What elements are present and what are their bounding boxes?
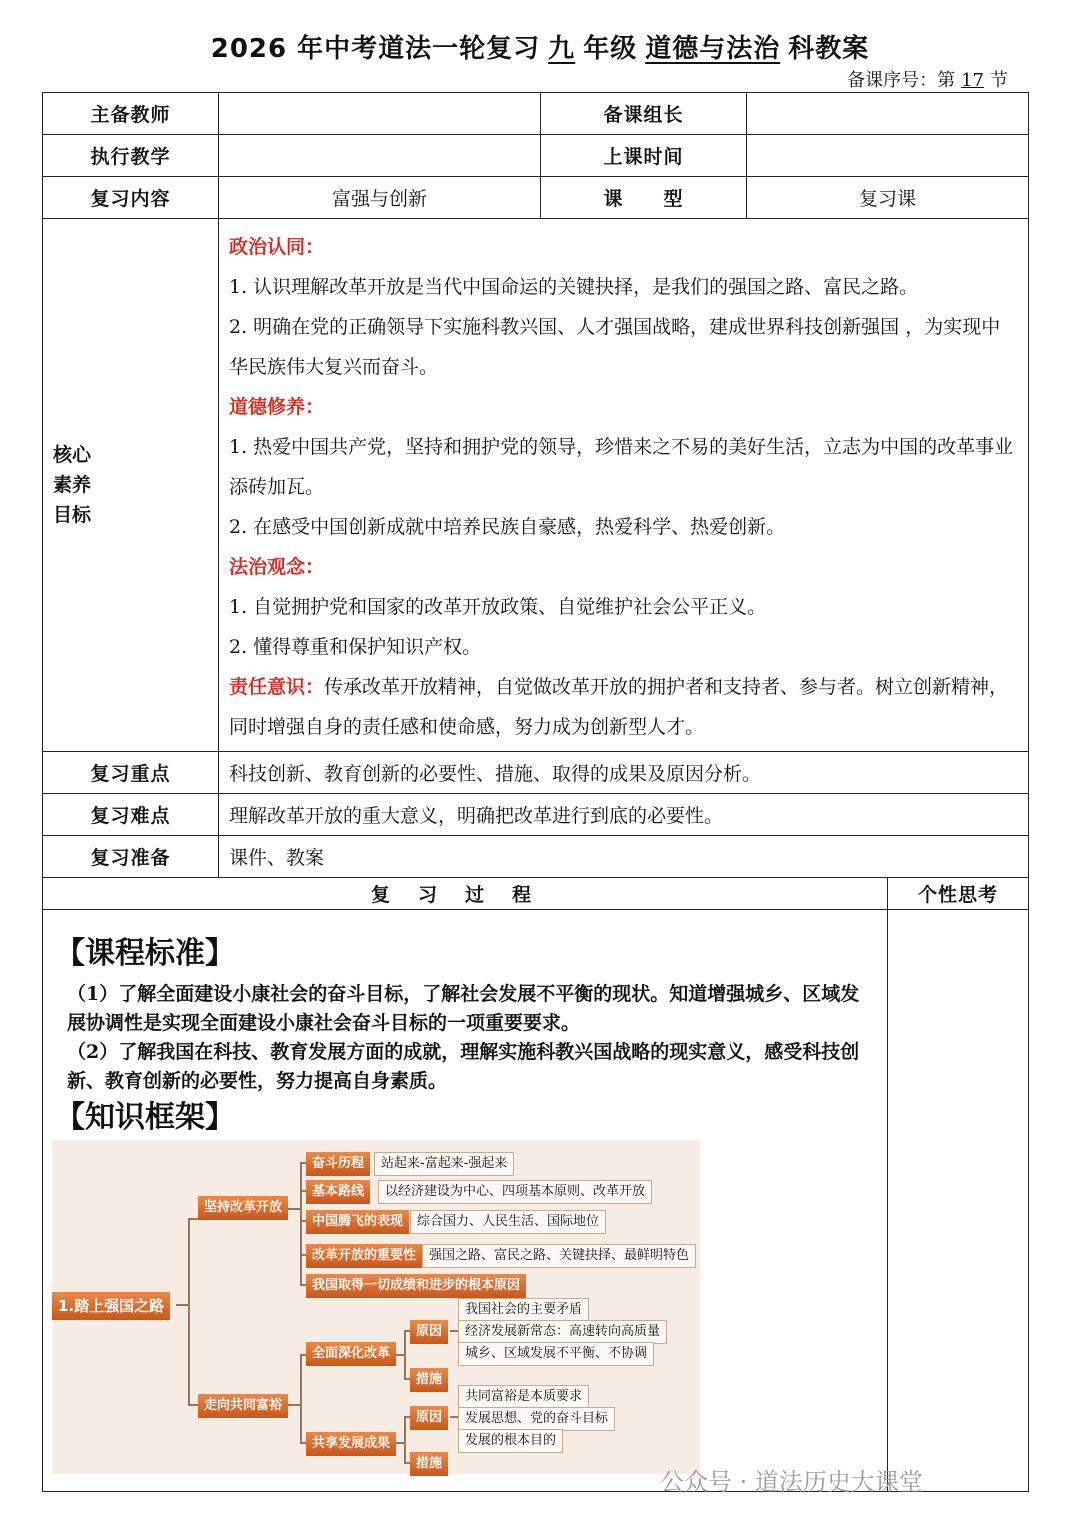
group-leader-field [747, 93, 1029, 135]
goal-text: 2. 明确在党的正确领导下实施科教兴国、人才强国战略，建成世界科技创新强国 ，为实现中华民族伟大复兴而奋斗。 [229, 316, 1001, 378]
mindmap-branch: 走向共同富裕 [198, 1394, 288, 1418]
goal-text: 2. 在感受中国创新成就中培养民族自豪感，热爱科学、热爱创新。 [229, 516, 786, 538]
mindmap-node: 原因 [410, 1320, 448, 1344]
core-literacy-label: 核心 素养 目标 [43, 219, 219, 752]
goal-text: 责任意识：传承改革开放精神，自觉做改革开放的拥护者和支持者、参与者。树立创新精神，同时增强自身的责任感和使命感，努力成为创新型人才。 [229, 676, 1009, 738]
lesson-type-value: 复习课 [747, 177, 1029, 219]
exec-teacher-field [219, 135, 541, 177]
responsibility-heading: 责任意识： [229, 676, 325, 698]
mindmap-node: 措施 [410, 1368, 448, 1392]
difficulties-value: 理解改革开放的重大意义，明确把改革进行到底的必要性。 [219, 794, 1029, 836]
key-points-label: 复习重点 [43, 752, 219, 794]
review-content-label: 复习内容 [43, 177, 219, 219]
mindmap-leaf: 发展思想、党的奋斗目标 [458, 1407, 615, 1431]
review-content-value: 富强与创新 [219, 177, 541, 219]
exec-teacher-label: 执行教学 [43, 135, 219, 177]
subject-value: 道德与法治 [645, 34, 781, 64]
mindmap-node: 奋斗历程 [306, 1152, 370, 1176]
class-time-label: 上课时间 [541, 135, 747, 177]
lead-teacher-label: 主备教师 [43, 93, 219, 135]
mindmap-node: 中国腾飞的表现 [306, 1210, 409, 1234]
goal-text: 1. 认识理解改革开放是当代中国命运的关键抉择，是我们的强国之路、富民之路。 [229, 276, 919, 298]
personal-thoughts-body [888, 910, 1029, 1492]
course-standards-title: 【课程标准】 [55, 936, 235, 971]
mindmap-node: 措施 [410, 1452, 448, 1476]
personal-thoughts-header: 个性思考 [888, 878, 1029, 910]
mindmap-leaf: 强国之路、富民之路、关键抉择、最鲜明特色 [422, 1244, 696, 1268]
mindmap-leaf: 我国社会的主要矛盾 [458, 1298, 589, 1322]
goal-text: 2. 懂得尊重和保护知识产权。 [229, 636, 482, 658]
mindmap-leaf: 站起来-富起来-强起来 [374, 1152, 514, 1176]
mindmap-node: 改革开放的重要性 [306, 1244, 422, 1268]
knowledge-framework-mindmap [52, 1140, 700, 1474]
knowledge-framework-title: 【知识框架】 [55, 1100, 235, 1135]
mindmap-root: 1.踏上强国之路 [52, 1292, 170, 1320]
goal-text: 1. 自觉拥护党和国家的改革开放政策、自觉维护社会公平正义。 [229, 596, 767, 618]
goal-text: 1. 热爱中国共产党，坚持和拥护党的领导，珍惜来之不易的美好生活，立志为中国的改革事业添砖加瓦。 [229, 436, 1014, 498]
rule-of-law-heading: 法治观念： [229, 556, 325, 578]
standard-item: （2）了解我国在科技、教育发展方面的成就，理解实施科教兴国战略的现实意义，感受科技创新、教育创新的必要性，努力提高自身素质。 [67, 1041, 860, 1092]
lesson-sequence: 备课序号：第 17 节 [847, 70, 1008, 91]
mindmap-leaf: 发展的根本目的 [458, 1429, 563, 1453]
grade-value: 九 [548, 34, 576, 64]
group-leader-label: 备课组长 [541, 93, 747, 135]
document-title: 2026 年中考道法一轮复习 九 年级 道德与法治 科教案 [210, 34, 870, 64]
preparation-value: 课件、教案 [219, 836, 1029, 878]
watermark: 公众号 · 道法历史大课堂 [660, 1468, 923, 1496]
mindmap-node: 我国取得一切成绩和进步的根本原因 [306, 1274, 526, 1298]
core-literacy-goals [219, 219, 1029, 752]
class-time-field [747, 135, 1029, 177]
mindmap-leaf: 城乡、区域发展不平衡、不协调 [458, 1342, 654, 1366]
standard-item: （1）了解全面建设小康社会的奋斗目标，了解社会发展不平衡的现状。知道增强城乡、区域发展协调性是实现全面建设小康社会奋斗目标的一项重要要求。 [67, 983, 860, 1034]
mindmap-leaf: 以经济建设为中心、四项基本原则、改革开放 [378, 1180, 652, 1204]
review-process-header: 复习过程 [43, 878, 888, 910]
preparation-label: 复习准备 [43, 836, 219, 878]
mindmap-node: 全面深化改革 [306, 1342, 396, 1366]
political-identity-heading: 政治认同： [229, 236, 325, 258]
lead-teacher-field [219, 93, 541, 135]
difficulties-label: 复习难点 [43, 794, 219, 836]
lesson-type-label: 课 型 [541, 177, 747, 219]
mindmap-node: 共享发展成果 [306, 1432, 396, 1456]
mindmap-node: 原因 [410, 1406, 448, 1430]
moral-heading: 道德修养： [229, 396, 325, 418]
key-points-value: 科技创新、教育创新的必要性、措施、取得的成果及原因分析。 [219, 752, 1029, 794]
mindmap-leaf: 共同富裕是本质要求 [458, 1385, 589, 1409]
mindmap-branch: 坚持改革开放 [198, 1196, 288, 1220]
mindmap-leaf: 综合国力、人民生活、国际地位 [410, 1210, 606, 1234]
mindmap-leaf: 经济发展新常态：高速转向高质量 [458, 1320, 667, 1344]
mindmap-node: 基本路线 [306, 1180, 370, 1204]
